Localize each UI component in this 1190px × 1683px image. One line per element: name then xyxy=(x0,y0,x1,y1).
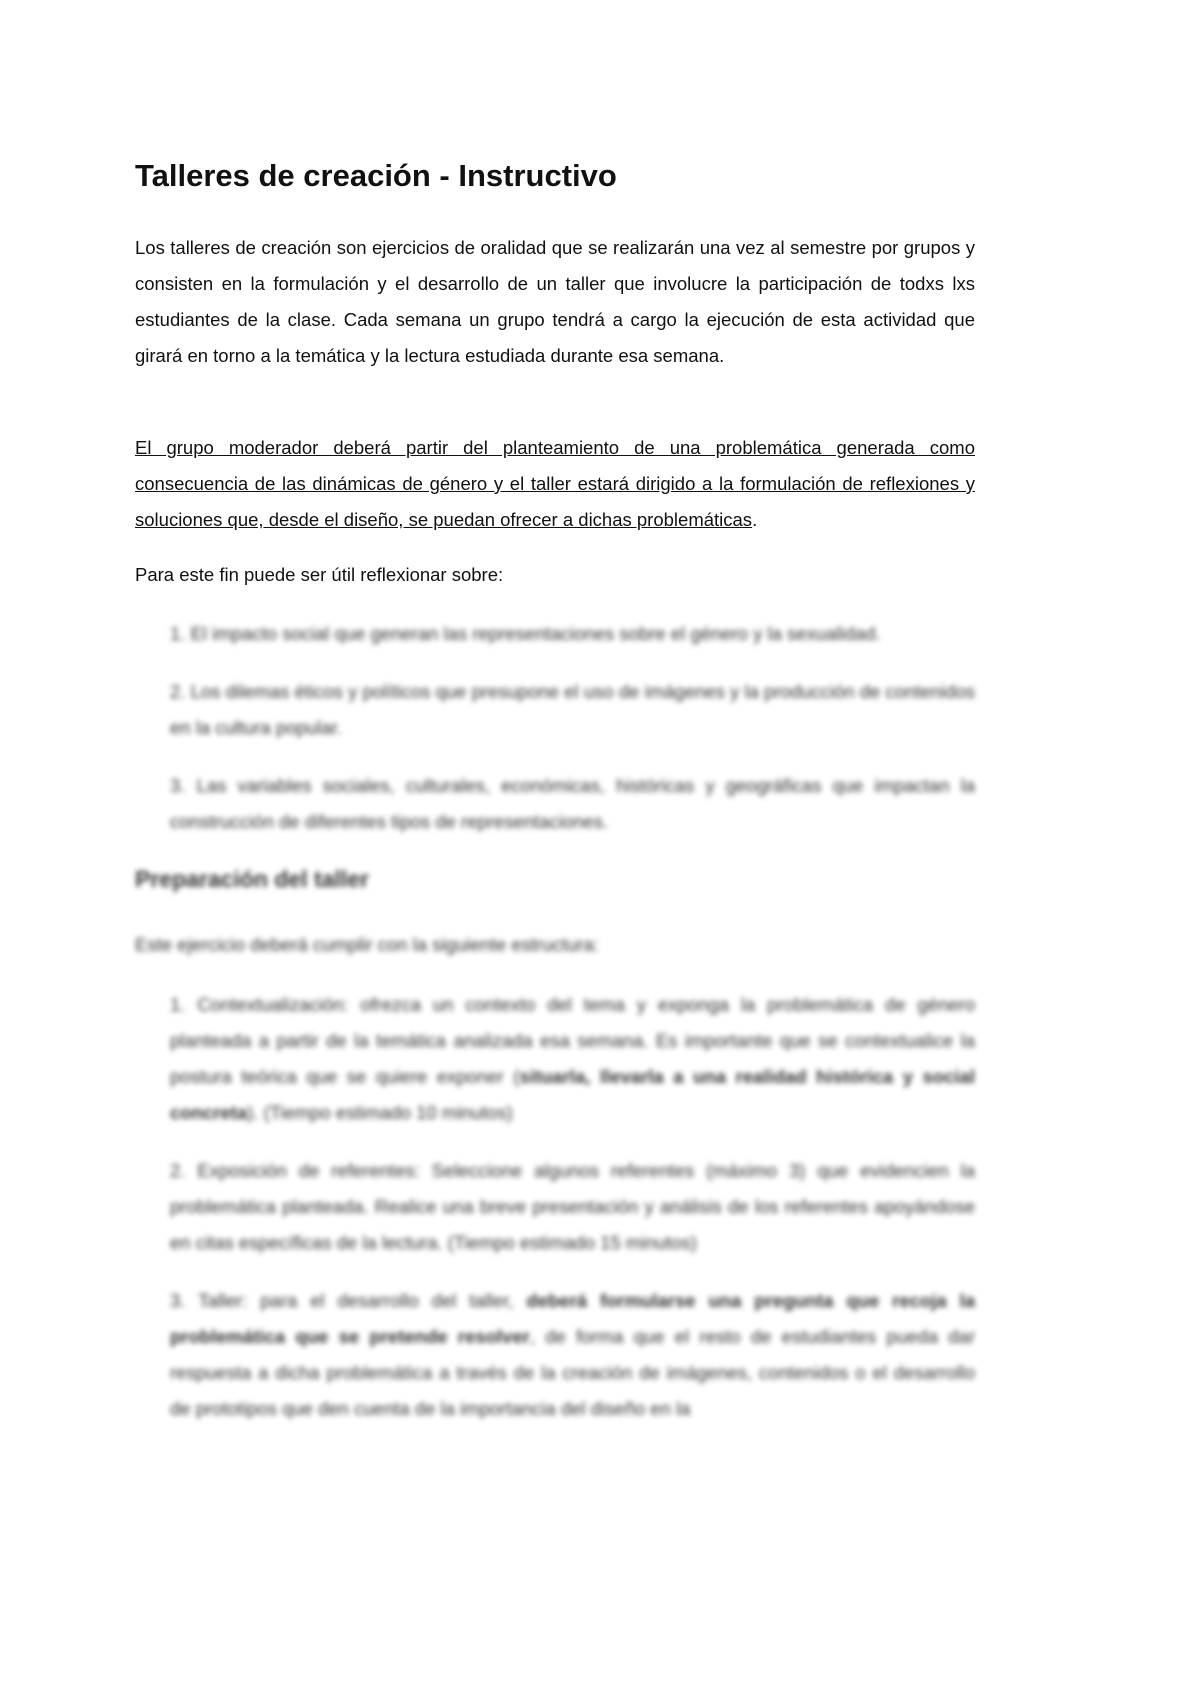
item-bold-text: deberá formularse una pregunta que recoja la problemática que se pretende resolver xyxy=(170,1290,975,1347)
page-title: Talleres de creación - Instructivo xyxy=(135,158,617,193)
item-text: 3. Taller: para el desarrollo del taller, xyxy=(170,1290,527,1311)
list-item xyxy=(170,1153,975,1261)
moderator-paragraph xyxy=(135,430,975,538)
list-item: 2. Los dilemas éticos y políticos que presupone el uso de imágenes y la producción de contenidos en la cultura popular. xyxy=(170,681,975,738)
structure-list xyxy=(170,987,975,1449)
list-item: 3. Las variables sociales, culturales, económicas, históricas y geográficas que impactan la construcción de diferentes tipos de representaciones. xyxy=(170,775,975,832)
item-text: ). (Tiempo estimado 10 minutos) xyxy=(247,1102,513,1123)
list-item: 1. El impacto social que generan las representaciones sobre el género y la sexualidad. xyxy=(170,623,881,644)
structure-intro: Este ejercicio deberá cumplir con la siguiente estructura: xyxy=(135,934,599,955)
list-item xyxy=(170,987,975,1131)
item-bold-text: situarla, llevarla a una realidad histórica y social concreta xyxy=(170,1066,976,1123)
reflect-intro: Para este fin puede ser útil reflexionar sobre: xyxy=(135,564,504,585)
section-heading: Preparación del taller xyxy=(135,866,369,892)
list-item xyxy=(170,1283,975,1427)
moderator-period: . xyxy=(752,509,758,530)
reflect-list xyxy=(170,616,975,862)
intro-paragraph: Los talleres de creación son ejercicios de oralidad que se realizarán una vez al semestre por grupos y consisten en la formulación y el desarrollo de un taller que involucre la participación de todxs lxs estudiantes de la clase. Cada semana un grupo tendrá a cargo la ejecución de esta actividad que girará en torno a la temática y la lectura estudiada durante esa semana. xyxy=(135,237,975,366)
item-text: , de forma que el resto de estudiantes pueda dar respuesta a dicha problemática a través de la creación de imágenes, contenidos o el desarrollo de prototipos que den cuenta de la importancia del diseño en la xyxy=(170,1326,976,1419)
item-text: 1. Contextualización: ofrezca un contexto del tema y exponga la problemática de género planteada a partir de la temática analizada esa semana. Es importante que se contextualice la postura teórica que se quiere exponer ( xyxy=(170,994,975,1087)
item-text: 2. Exposición de referentes: Seleccione algunos referentes (máximo 3) que evidencien la problemática planteada. Realice una breve presentación y análisis de los referentes apoyándose en citas específicas de la lectura. (Tiempo estimado 15 minutos) xyxy=(170,1160,975,1253)
moderator-text: El grupo moderador deberá partir del planteamiento de una problemática generada como consecuencia de las dinámicas de género y el taller estará dirigido a la formulación de reflexiones y soluciones que, desde el diseño, se puedan ofrecer a dichas problemáticas xyxy=(135,437,975,530)
